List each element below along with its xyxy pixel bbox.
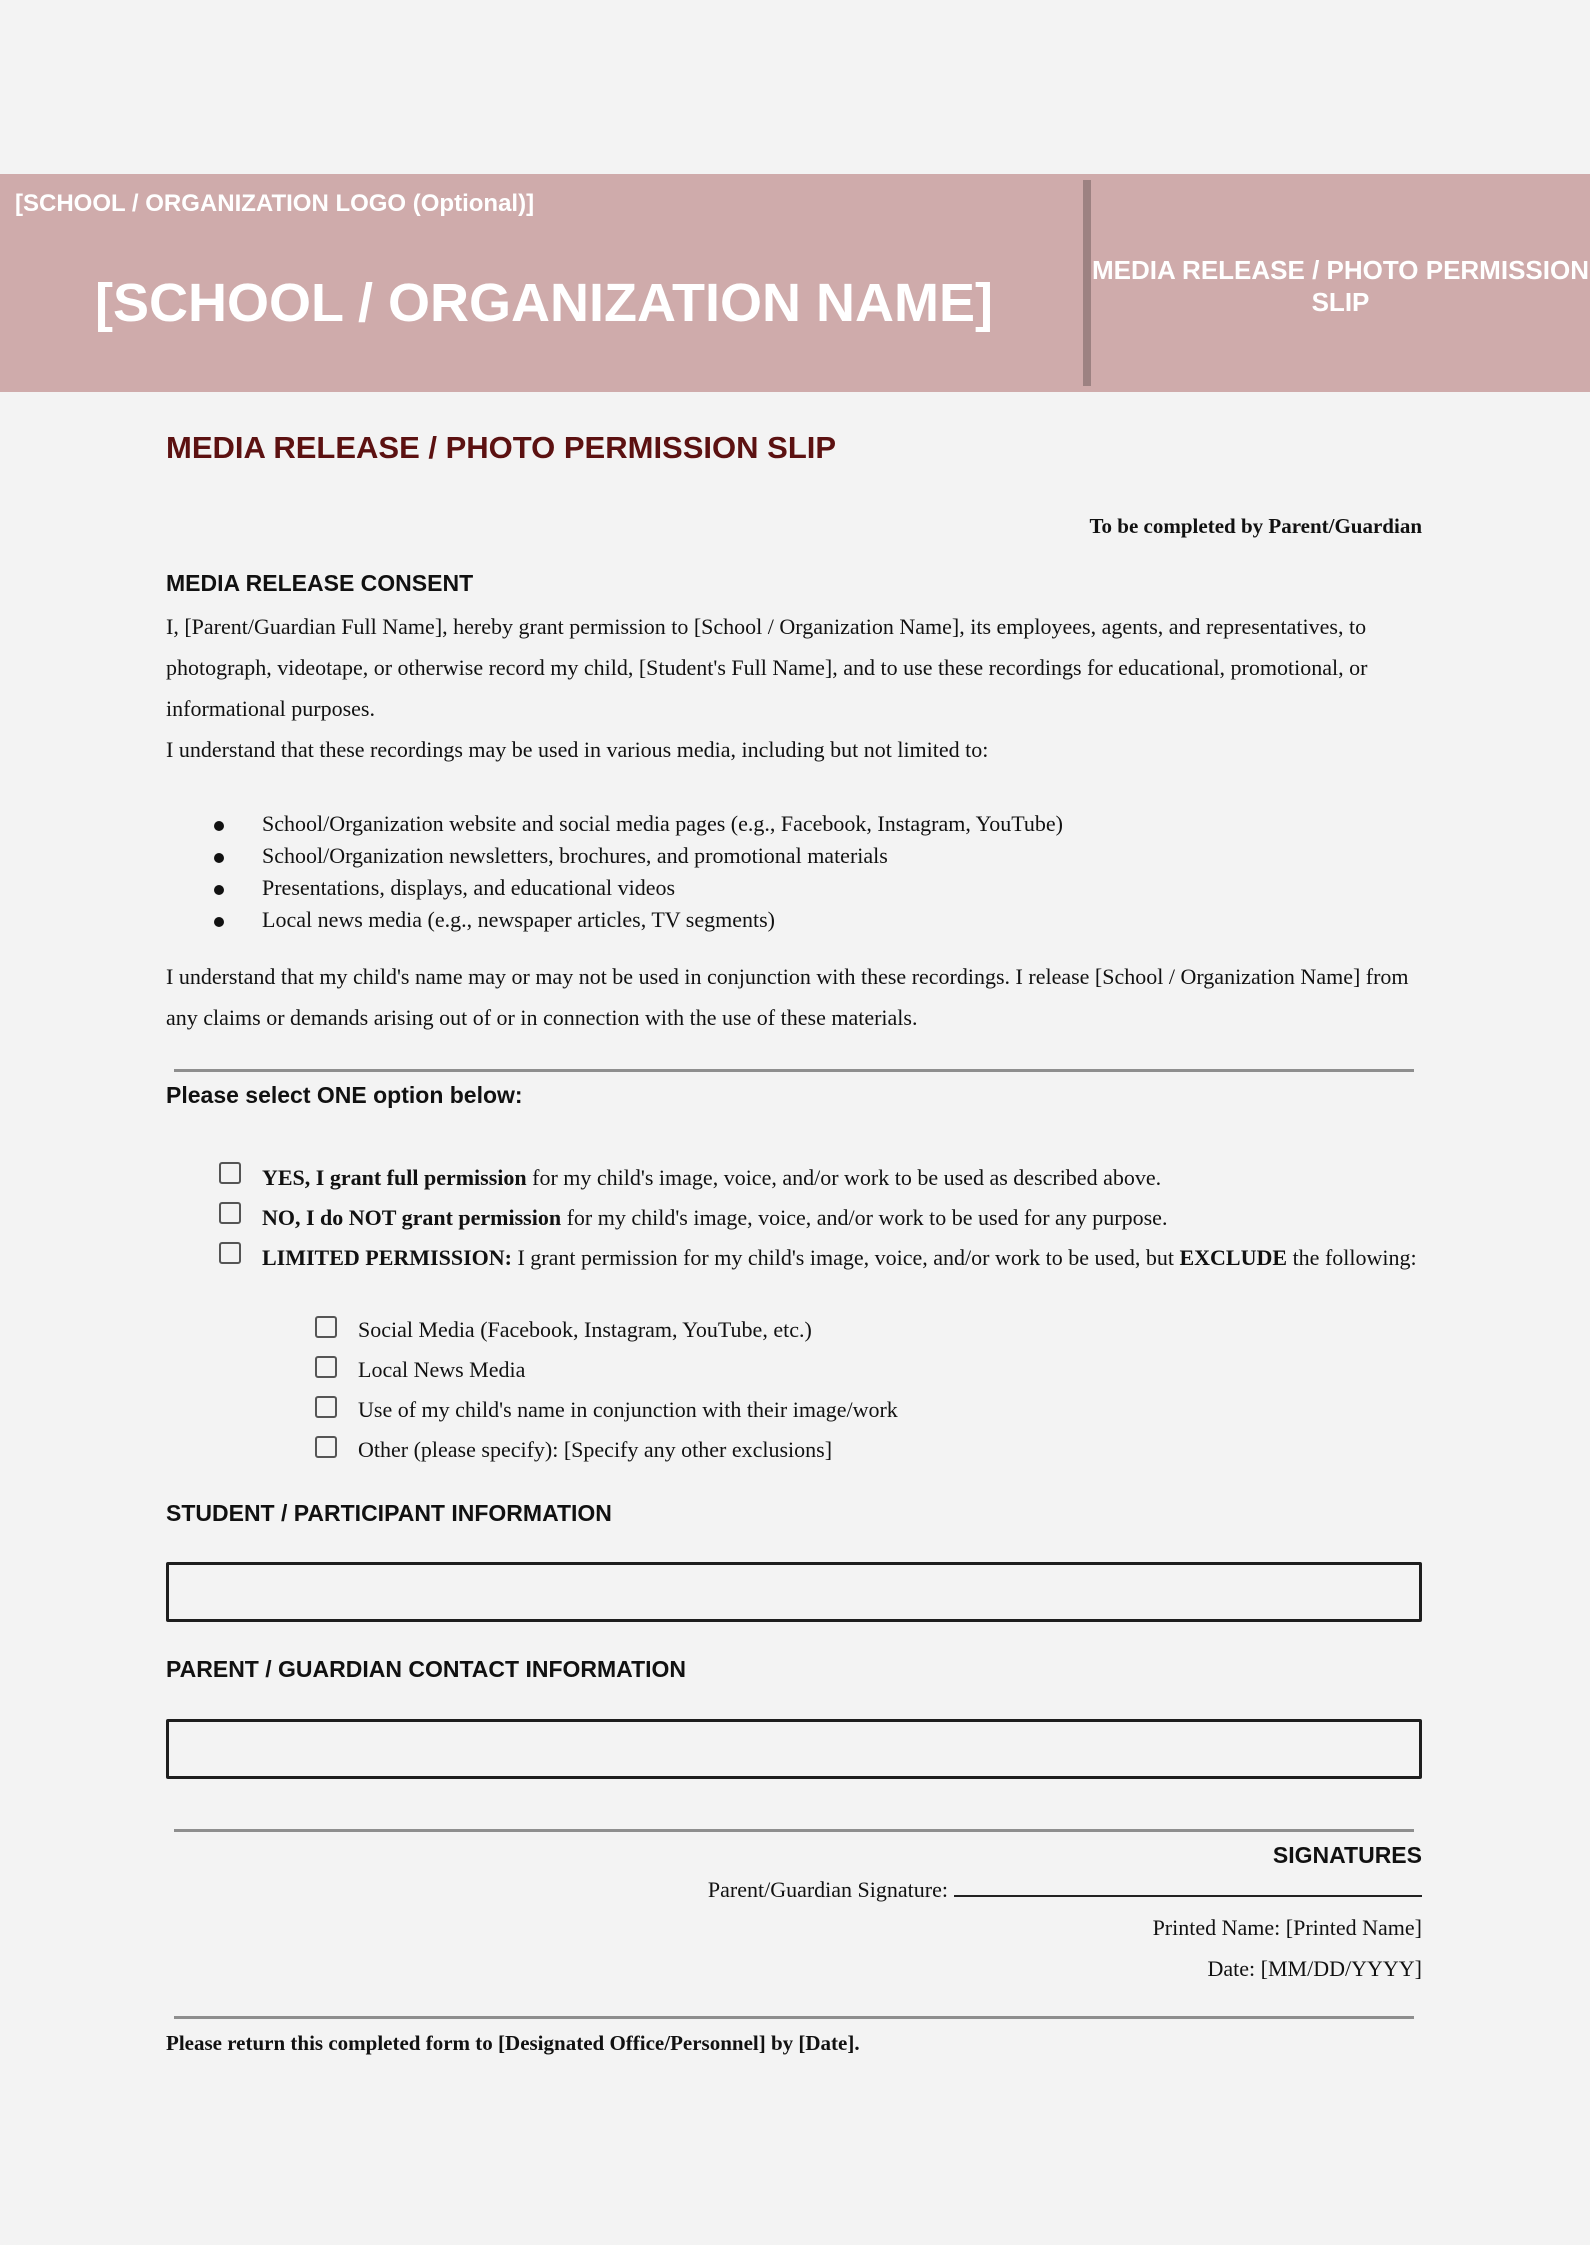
signature-line-field[interactable]	[954, 1873, 1422, 1897]
list-item: School/Organization website and social media pages (e.g., Facebook, Instagram, YouTube)	[166, 808, 1422, 840]
no-checkbox[interactable]	[219, 1202, 241, 1224]
bullet-icon	[214, 853, 224, 863]
organization-name: [SCHOOL / ORGANIZATION NAME]	[95, 273, 993, 333]
page-title: MEDIA RELEASE / PHOTO PERMISSION SLIP	[166, 430, 837, 465]
signature-row	[708, 1873, 1422, 1903]
exclude-other-label: Other (please specify): [Specify any other exclusions]	[358, 1437, 833, 1462]
header-divider	[1083, 180, 1091, 386]
limited-checkbox[interactable]	[219, 1242, 241, 1264]
signatures-heading: SIGNATURES	[1272, 1842, 1422, 1868]
exclude-other-checkbox[interactable]	[315, 1436, 337, 1458]
bullet-icon	[214, 917, 224, 927]
header-banner	[0, 174, 1590, 392]
printed-name: Printed Name: [Printed Name]	[1152, 1915, 1422, 1940]
divider	[174, 1829, 1414, 1832]
options-heading: Please select ONE option below:	[166, 1082, 523, 1108]
yes-checkbox[interactable]	[219, 1162, 241, 1184]
exclude-child-name-checkbox[interactable]	[315, 1396, 337, 1418]
signature-label: Parent/Guardian Signature:	[707, 1877, 948, 1902]
bullet-icon	[214, 885, 224, 895]
completed-by-note: To be completed by Parent/Guardian	[1089, 514, 1422, 538]
bullet-icon	[214, 821, 224, 831]
parent-info-heading: PARENT / GUARDIAN CONTACT INFORMATION	[166, 1656, 687, 1682]
consent-paragraph-2: I understand that these recordings may be used in various media, including but not limited to:	[166, 737, 989, 762]
list-item: School/Organization newsletters, brochures, and promotional materials	[166, 840, 1422, 872]
consent-paragraph-1: I, [Parent/Guardian Full Name], hereby grant permission to [School / Organization Name], its employees, agents, and representatives, to photograph, videotape, or otherwise record my child, [Student's Full Name], and to use these recordings for educational, promotional, or informational purposes.	[166, 614, 1368, 721]
option-limited: LIMITED PERMISSION: I grant permission for my child's image, voice, and/or work to be used, but EXCLUDE the following:	[262, 1245, 1417, 1270]
exclude-local-news-checkbox[interactable]	[315, 1356, 337, 1378]
signature-date: Date: [MM/DD/YYYY]	[1207, 1956, 1422, 1981]
list-item: Local news media (e.g., newspaper articles, TV segments)	[166, 904, 1422, 936]
option-no: NO, I do NOT grant permission for my child's image, voice, and/or work to be used for any purpose.	[262, 1205, 1168, 1230]
consent-heading: MEDIA RELEASE CONSENT	[166, 570, 474, 596]
media-list	[166, 808, 1422, 936]
parent-info-field[interactable]	[166, 1719, 1422, 1779]
exclude-social-media-label: Social Media (Facebook, Instagram, YouTube, etc.)	[358, 1317, 812, 1342]
return-instructions: Please return this completed form to [Designated Office/Personnel] by [Date].	[166, 2031, 860, 2055]
list-item: Presentations, displays, and educational videos	[166, 872, 1422, 904]
student-info-heading: STUDENT / PARTICIPANT INFORMATION	[166, 1500, 612, 1526]
exclude-social-media-checkbox[interactable]	[315, 1316, 337, 1338]
student-info-field[interactable]	[166, 1562, 1422, 1622]
logo-placeholder: [SCHOOL / ORGANIZATION LOGO (Optional)]	[15, 190, 535, 217]
divider	[174, 2016, 1414, 2019]
exclude-local-news-label: Local News Media	[358, 1357, 526, 1382]
header-form-title: MEDIA RELEASE / PHOTO PERMISSION SLIP	[1092, 255, 1589, 317]
divider	[174, 1069, 1414, 1072]
exclude-child-name-label: Use of my child's name in conjunction with their image/work	[358, 1397, 898, 1422]
option-yes: YES, I grant full permission for my child's image, voice, and/or work to be used as described above.	[262, 1165, 1162, 1190]
consent-paragraph-3: I understand that my child's name may or may not be used in conjunction with these recordings. I release [School / Organization Name] from any claims or demands arising out of or in connection with the use of these materials.	[166, 964, 1409, 1030]
